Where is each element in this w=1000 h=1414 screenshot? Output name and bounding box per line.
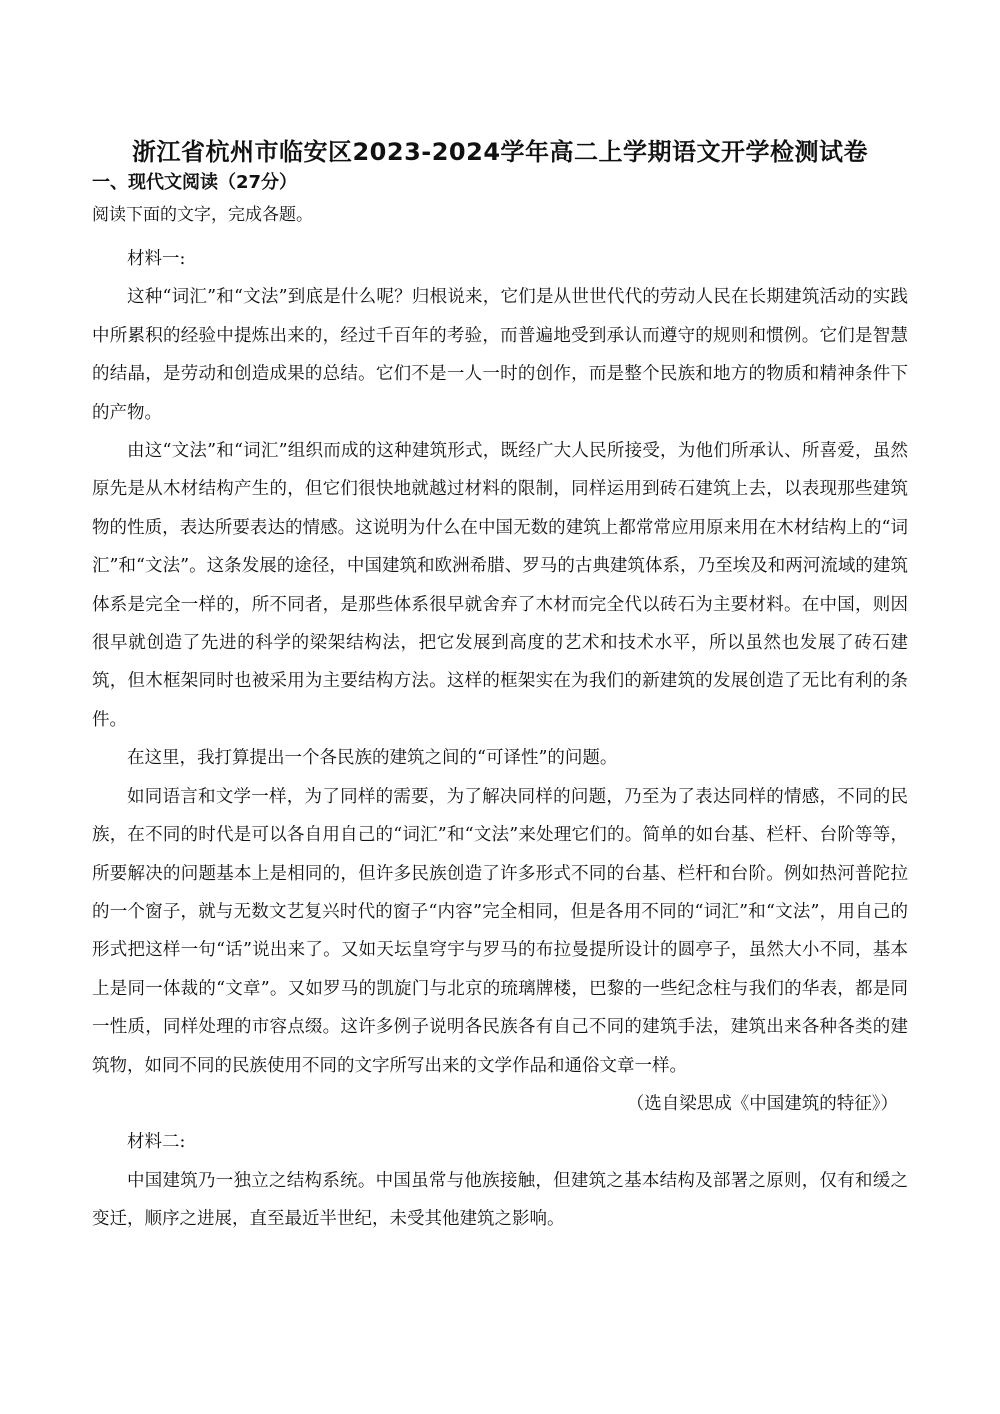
page-title: 浙江省杭州市临安区2023-2024学年高二上学期语文开学检测试卷 (131, 138, 869, 166)
reading-passage (92, 240, 908, 1239)
material-one-source: （选自梁思成《中国建筑的特征》） (626, 1093, 898, 1114)
material-one-paragraph: 如同语言和文学一样，为了同样的需要，为了解决同样的问题，乃至为了表达同样的情感，不同的民族，在不同的时代是可以各自用自己的“词汇”和“文法”来处理它们的。简单的如台基、栏杆、台阶等等，所要解决的问题基本上是相同的，但许多民族创造了许多形式不同的台基、栏杆和台阶。例如热河普陀拉的一个窗子，就与无数文艺复兴时代的窗子“内容”完全相同，但是各用不同的“词汇”和“文法”，用自己的形式把这样一句“话”说出来了。又如天坛皇穹宇与罗马的布拉曼提所设计的圆亭子，虽然大小不同，基本上是同一体裁的“文章”。又如罗马的凯旋门与北京的琉璃牌楼，巴黎的一些纪念柱与我们的华表，都是同一性质，同样处理的市容点缀。这许多例子说明各民族各有自己不同的建筑手法，建筑出来各种各类的建筑物，如同不同的民族使用不同的文字所写出来的文学作品和通俗文章一样。 (92, 786, 908, 1076)
material-one-paragraph: 在这里，我打算提出一个各民族的建筑之间的“可译性”的问题。 (127, 748, 618, 769)
material-one-label: 材料一: (127, 249, 186, 269)
material-one-paragraph: 这种“词汇”和“文法”到底是什么呢？归根说来，它们是从世世代代的劳动人民在长期建筑活动的实践中所累积的经验中提炼出来的，经过千百年的考验，而普遍地受到承认而遵守的规则和惯例。它们是智慧的结晶，是劳动和创造成果的总结。它们不是一人一时的创作，而是整个民族和地方的物质和精神条件下的产物。 (92, 287, 908, 423)
material-one-paragraph: 由这“文法”和“词汇”组织而成的这种建筑形式，既经广大人民所接受，为他们所承认、所喜爱，虽然原先是从木材结构产生的，但它们很快地就越过材料的限制，同样运用到砖石建筑上去，以表现那些建筑物的性质，表达所要表达的情感。这说明为什么在中国无数的建筑上都常常应用原来用在木材结构上的“词汇”和“文法”。这条发展的途径，中国建筑和欧洲希腊、罗马的古典建筑体系，乃至埃及和两河流域的建筑体系是完全一样的，所不同者，是那些体系很早就舍弃了木材而完全代以砖石为主要材料。在中国，则因很早就创造了先进的科学的梁架结构法，把它发展到高度的艺术和技术水平，所以虽然也发展了砖石建筑，但木框架同时也被采用为主要结构方法。这样的框架实在为我们的新建筑的发展创造了无比有利的条件。 (92, 441, 908, 730)
material-two-label: 材料二: (127, 1132, 186, 1153)
instruction-text: 阅读下面的文字，完成各题。 (92, 205, 313, 225)
material-two-paragraph: 中国建筑乃一独立之结构系统。中国虽常与他族接触，但建筑之基本结构及部署之原则，仅有和缓之变迁，顺序之进展，直至最近半世纪，未受其他建筑之影响。 (92, 1170, 908, 1230)
section-heading: 一、现代文阅读（27分） (92, 172, 298, 193)
